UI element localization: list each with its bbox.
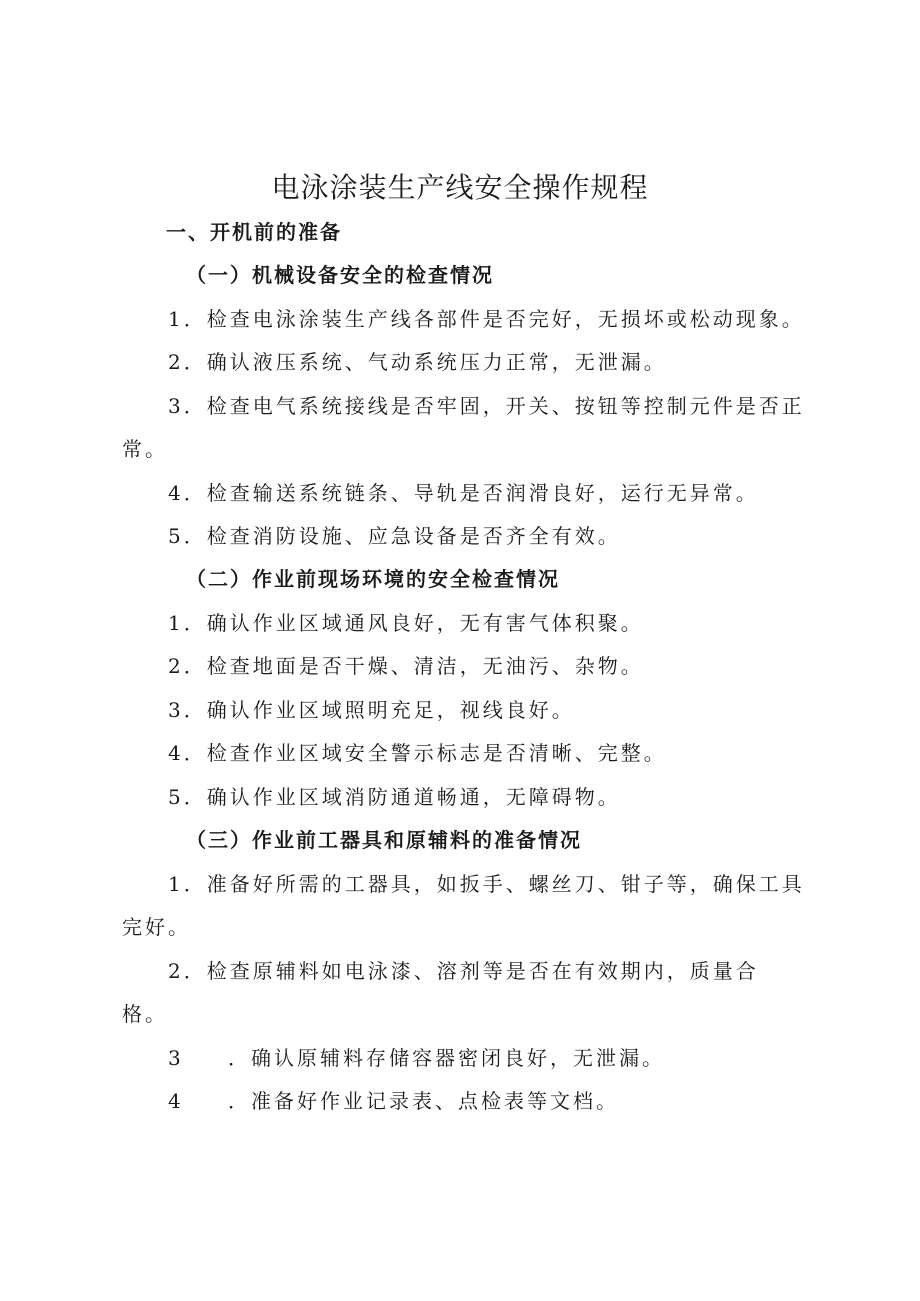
list-item: 4．检查作业区域安全警示标志是否清晰、完整。	[168, 741, 667, 765]
list-item: 3．确认作业区域照明充足，视线良好。	[168, 698, 575, 722]
document-title: 电泳涂装生产线安全操作规程	[271, 171, 649, 204]
subsection-heading: （三）作业前工器具和原辅料的准备情况	[186, 828, 582, 852]
list-item: 5．检查消防设施、应急设备是否齐全有效。	[168, 524, 621, 548]
list-item: 2．检查地面是否干燥、清洁，无油污、杂物。	[168, 654, 644, 678]
list-item-continuation: 格。	[122, 1002, 168, 1026]
list-item: ．准备好作业记录表、点检表等文档。	[228, 1089, 619, 1113]
list-item: 1．检查电泳涂装生产线各部件是否完好，无损坏或松动现象。	[168, 307, 805, 331]
list-item: ．确认原辅料存储容器密闭良好，无泄漏。	[228, 1046, 665, 1070]
list-item: 1．准备好所需的工器具，如扳手、螺丝刀、钳子等，确保工具	[168, 872, 805, 896]
subsection-heading: （一）机械设备安全的检查情况	[186, 263, 494, 287]
list-item-continuation: 完好。	[122, 915, 191, 939]
list-item: 3．检查电气系统接线是否牢固，开关、按钮等控制元件是否正	[168, 394, 805, 418]
subsection-heading: （二）作业前现场环境的安全检查情况	[186, 567, 560, 591]
list-item-number: 4	[168, 1089, 184, 1113]
list-item-number: 3	[168, 1046, 184, 1070]
section-heading: 一、开机前的准备	[166, 220, 342, 244]
list-item: 4．检查输送系统链条、导轨是否润滑良好，运行无异常。	[168, 481, 759, 505]
list-item: 2．确认液压系统、气动系统压力正常，无泄漏。	[168, 350, 667, 374]
list-item: 2．检查原辅料如电泳漆、溶剂等是否在有效期内，质量合	[168, 959, 759, 983]
list-item: 1．确认作业区域通风良好，无有害气体积聚。	[168, 611, 644, 635]
list-item-continuation: 常。	[122, 437, 168, 461]
list-item: 5．确认作业区域消防通道畅通，无障碍物。	[168, 785, 621, 809]
